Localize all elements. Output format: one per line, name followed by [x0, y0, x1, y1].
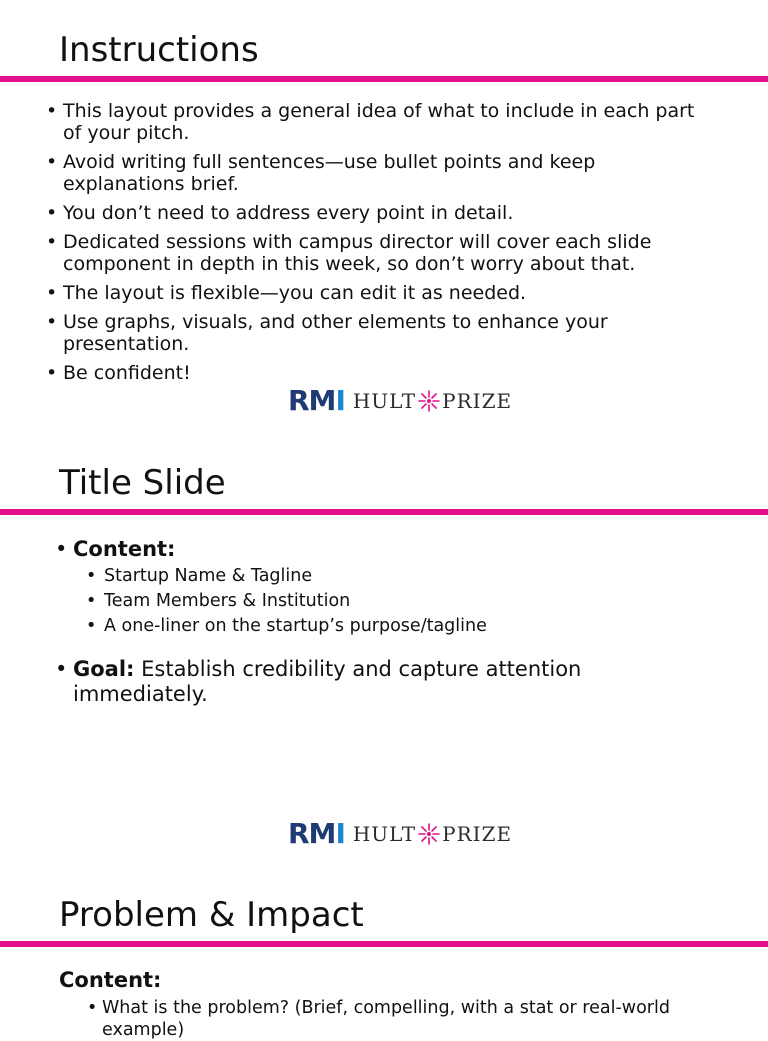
slide-problem-impact [0, 865, 768, 1040]
title-divider [0, 941, 768, 947]
list-item-content [55, 537, 675, 639]
goal-text: Establish credibility and capture attention immediately. [73, 657, 582, 706]
content-label: Content: [73, 537, 176, 561]
list-item: • Team Members & Institution [86, 589, 675, 614]
slide-title-slide [0, 435, 768, 865]
list-item: • Startup Name & Tagline [86, 564, 675, 589]
slide-title: Problem & Impact [59, 895, 364, 935]
list-item: • Avoid writing full sentences—use bullet points and keep explanations brief. [46, 151, 706, 195]
sub-bullet-list [86, 564, 675, 639]
hult-prize-burst-icon [418, 390, 440, 412]
list-item: • The layout is flexible—you can edit it as needed. [46, 282, 706, 304]
list-item: • Be confident! [46, 362, 706, 384]
title-divider [0, 509, 768, 515]
bullet-list [55, 537, 675, 707]
list-item: • What is the problem? (Brief, compelling, with a stat or real-world example) [87, 997, 687, 1041]
list-item: • You don’t need to address every point in detail. [46, 202, 706, 224]
hult-prize-burst-icon [418, 823, 440, 845]
list-item: • Use graphs, visuals, and other elements to enhance your presentation. [46, 311, 706, 355]
rmi-wordmark: RMI [288, 384, 345, 417]
hult-wordmark: HULT [352, 389, 417, 413]
title-divider [0, 76, 768, 82]
list-item: • This layout provides a general idea of what to include in each part of your pitch. [46, 100, 706, 144]
bullet-list [46, 100, 706, 391]
prize-wordmark: PRIZE [442, 389, 513, 413]
list-item: • Dedicated sessions with campus director will cover each slide component in depth in this week, so don’t worry about that. [46, 231, 706, 275]
rmi-hult-prize-logo [288, 819, 512, 849]
goal-label: Goal: [73, 657, 135, 681]
hult-wordmark: HULT [352, 822, 417, 846]
prize-wordmark: PRIZE [442, 822, 513, 846]
content-label: Content: [59, 968, 162, 992]
list-item-goal [55, 657, 675, 707]
rmi-wordmark: RMI [288, 817, 345, 850]
slide-instructions [0, 0, 768, 435]
slide-title: Title Slide [59, 463, 226, 503]
slide-title: Instructions [59, 30, 259, 70]
list-item: • A one-liner on the startup’s purpose/tagline [86, 614, 675, 639]
rmi-hult-prize-logo [288, 386, 512, 416]
